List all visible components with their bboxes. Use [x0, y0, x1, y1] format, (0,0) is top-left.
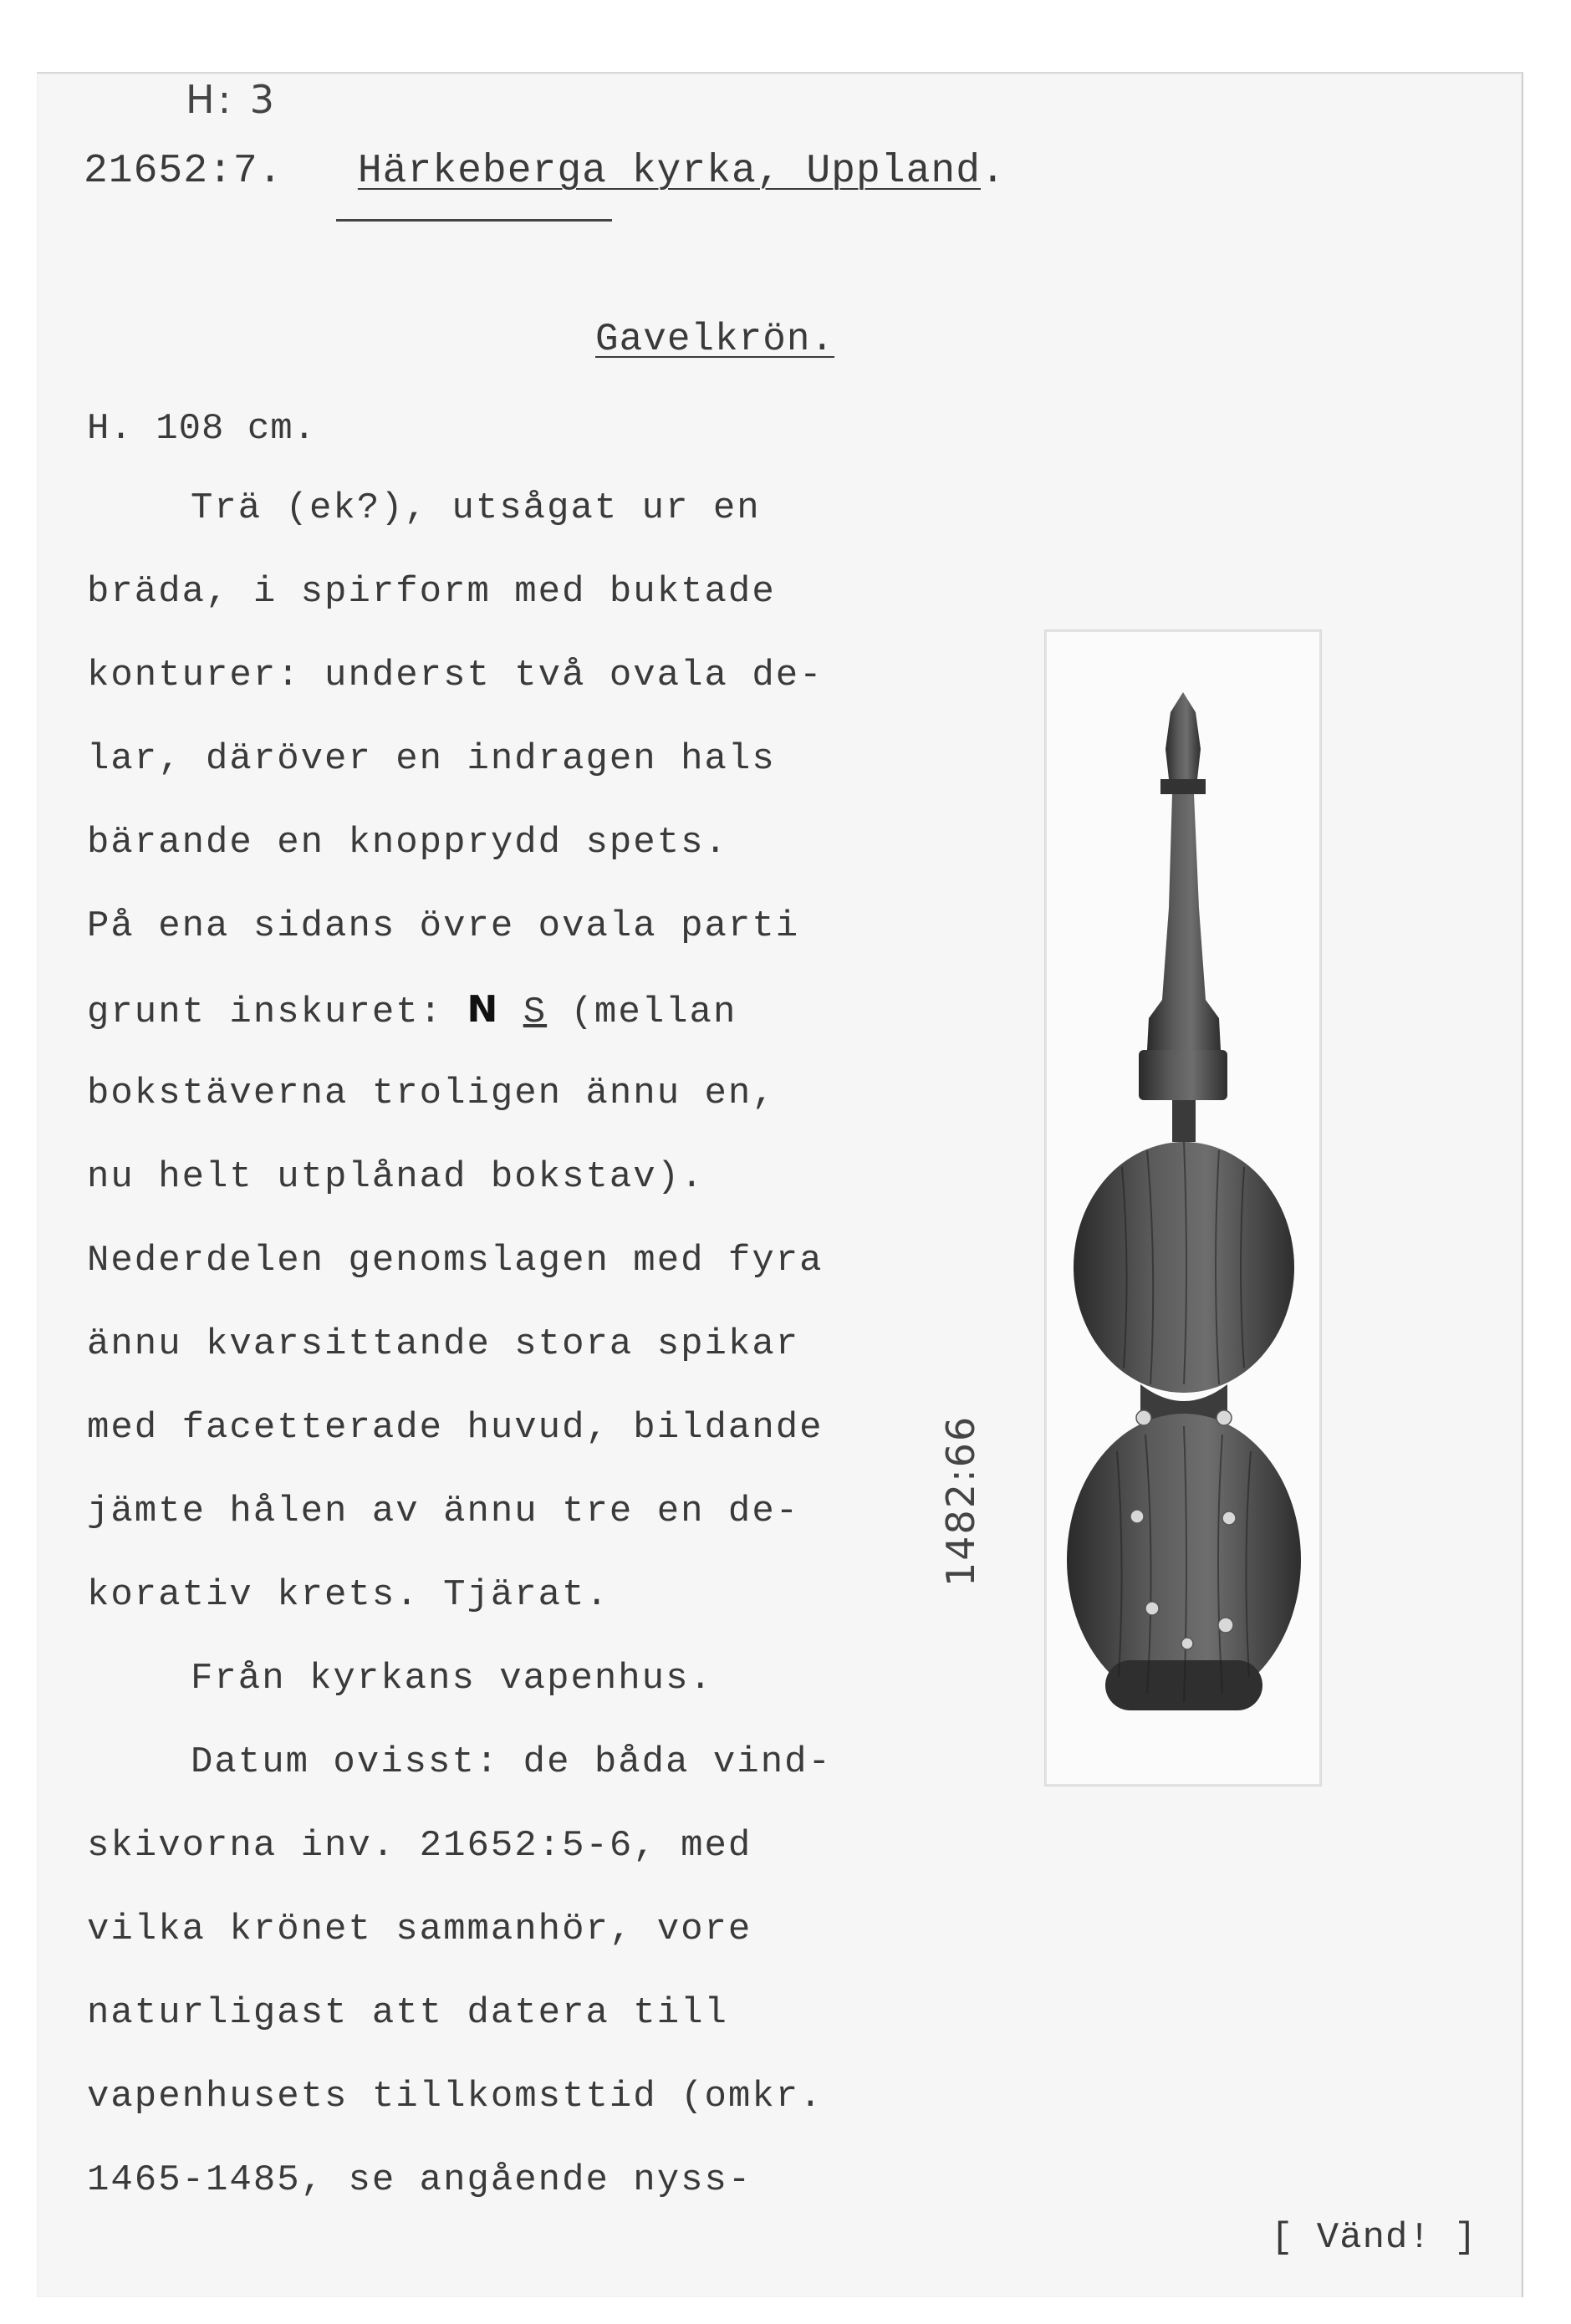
inscription-letter-s: S	[523, 991, 548, 1033]
crest-upper-oval	[1074, 1142, 1294, 1393]
description-line: Trä (ek?), utsågat ur en	[191, 487, 761, 529]
inventory-number: 21652:7.	[84, 149, 283, 194]
handwritten-mark: H: 3	[186, 77, 278, 122]
gable-crest-illustration	[1047, 632, 1319, 1784]
description-line: med facetterade huvud, bildande	[87, 1407, 824, 1449]
description-line: På ena sidans övre ovala parti	[87, 905, 800, 947]
description-line: 1465-1485, se angående nyss-	[87, 2159, 752, 2201]
object-photo	[1045, 630, 1321, 1786]
description-line: nu helt utplånad bokstav).	[87, 1156, 705, 1198]
inscription-after: (mellan	[570, 991, 737, 1033]
crest-neck	[1147, 794, 1221, 1050]
header-suffix: .	[981, 149, 1006, 194]
description-line: bärande en knopprydd spets.	[87, 822, 728, 864]
header-underline	[336, 219, 612, 222]
crest-ring	[1139, 1050, 1227, 1100]
description-line: konturer: underst två ovala de-	[87, 655, 824, 696]
crest-finial	[1165, 692, 1201, 779]
description-line: vapenhusets tillkomsttid (omkr.	[87, 2076, 824, 2118]
description-line: naturligast att datera till	[87, 1992, 728, 2034]
crest-collar	[1160, 779, 1206, 794]
description-line: lar, däröver en indragen hals	[87, 738, 776, 780]
description-line: korativ krets. Tjärat.	[87, 1574, 610, 1616]
description-line: Nederdelen genomslagen med fyra	[87, 1240, 824, 1282]
description-line: Datum ovisst: de båda vind-	[191, 1741, 832, 1783]
object-title: Gavelkrön.	[595, 318, 835, 361]
description-line: bräda, i spirform med buktade	[87, 571, 776, 613]
inscription-letter-mark: N	[467, 988, 500, 1031]
description-line: skivorna inv. 21652:5-6, med	[87, 1825, 752, 1867]
inscription-line	[87, 985, 973, 1068]
card-header	[84, 149, 1006, 194]
inscription-before: grunt inskuret:	[87, 991, 444, 1033]
description-line: bokstäverna troligen ännu en,	[87, 1073, 776, 1114]
photo-number: 1482:66	[938, 1414, 983, 1587]
dimension: H. 108 cm.	[87, 408, 317, 450]
description-line: Från kyrkans vapenhus.	[191, 1658, 713, 1700]
description-line: ännu kvarsittande stora spikar	[87, 1323, 800, 1365]
place-name: Härkeberga kyrka, Uppland	[357, 149, 981, 194]
description-line: vilka krönet sammanhör, vore	[87, 1909, 752, 1950]
crest-waist-upper	[1172, 1100, 1196, 1142]
description	[87, 483, 973, 2239]
turn-over-note: [ Vänd! ]	[1271, 2217, 1477, 2259]
description-line: jämte hålen av ännu tre en de-	[87, 1491, 800, 1532]
